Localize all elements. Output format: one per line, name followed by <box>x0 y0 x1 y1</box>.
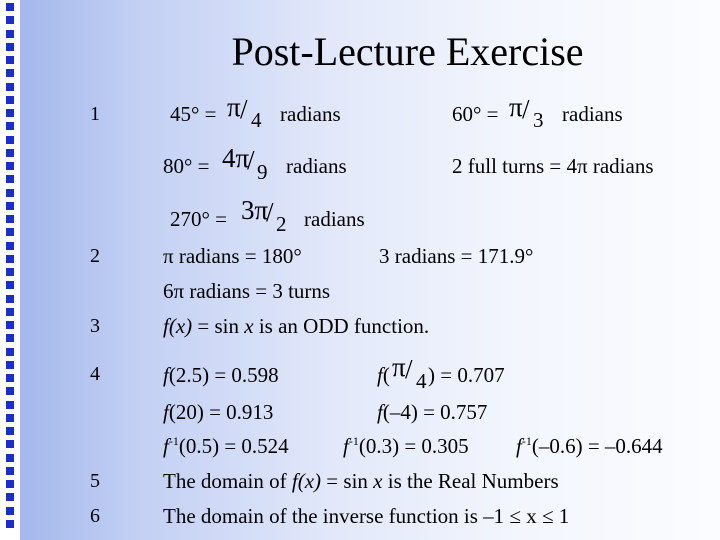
border-square <box>6 175 14 183</box>
ex1-a-lhs: 45° = <box>170 102 217 126</box>
border-square <box>6 401 14 409</box>
border-square <box>6 109 14 117</box>
ex5-rest: is the Real Numbers <box>382 469 559 493</box>
fraction-slash: / <box>405 354 413 384</box>
ex1-c-lhs: 80° = <box>163 154 210 178</box>
border-square <box>6 255 14 263</box>
ex4-d-f: f <box>377 400 383 424</box>
ex4-d <box>377 402 487 423</box>
border-square <box>6 467 14 475</box>
border-square <box>6 189 14 197</box>
ex4-b-open: ( <box>382 363 390 387</box>
exercise-number-6: 6 <box>90 505 100 527</box>
ex4-g <box>516 436 663 457</box>
border-square <box>6 83 14 91</box>
border-square <box>6 30 14 38</box>
ex4-c-rest: (20) = 0.913 <box>168 400 274 424</box>
border-square <box>6 507 14 515</box>
exercise-number-4: 4 <box>90 363 100 385</box>
border-square <box>6 16 14 24</box>
ex4-b <box>377 365 390 386</box>
ex1-c-unit: radians <box>286 154 347 178</box>
ex3-fx: f(x) <box>163 314 193 338</box>
ex2-c: 6π radians = 3 turns <box>163 279 331 303</box>
ex3-rest: is an ODD function. <box>253 314 430 338</box>
ex2-b: 3 radians = 171.9° <box>379 244 534 268</box>
exercise-6: The domain of the inverse function is –1 ≤ x ≤ 1 <box>163 504 570 528</box>
border-square <box>6 493 14 501</box>
inverse-exponent: -1 <box>348 434 359 448</box>
border-square <box>6 427 14 435</box>
fraction-slash: / <box>522 94 530 124</box>
ex1-b-lhs: 60° = <box>452 102 499 126</box>
ex1-c-denominator: 9 <box>257 160 268 184</box>
border-square <box>6 43 14 51</box>
border-square <box>6 242 14 250</box>
ex3-x: x <box>244 314 254 338</box>
ex4-e-f: f <box>163 434 169 458</box>
inverse-exponent: -1 <box>168 434 179 448</box>
border-square <box>6 228 14 236</box>
ex1-c-numerator: 4π <box>222 143 250 173</box>
border-square <box>6 374 14 382</box>
ex1-a-numerator: π <box>227 92 241 122</box>
border-square <box>6 334 14 342</box>
fraction-slash: / <box>266 197 274 227</box>
border-square <box>6 440 14 448</box>
border-square <box>6 149 14 157</box>
ex1-b-unit: radians <box>562 102 623 126</box>
exercise-number-1: 1 <box>90 103 100 125</box>
exercise-number-2: 2 <box>90 245 100 267</box>
ex4-a-f: f <box>163 363 169 387</box>
border-square <box>6 454 14 462</box>
border-square <box>6 3 14 11</box>
border-square <box>6 480 14 488</box>
border-square <box>6 136 14 144</box>
exercise-number-3: 3 <box>90 315 100 337</box>
inverse-exponent: -1 <box>521 434 532 448</box>
ex1-e-denominator: 2 <box>276 212 287 236</box>
exercise-number-5: 5 <box>90 470 100 492</box>
border-square <box>6 96 14 104</box>
border-square <box>6 387 14 395</box>
border-square <box>6 414 14 422</box>
border-square <box>6 162 14 170</box>
fraction-slash: / <box>247 145 255 175</box>
ex3-eq: = sin <box>192 314 245 338</box>
ex4-e-rest: (0.5) = 0.524 <box>178 434 289 458</box>
ex4-b-numerator: π <box>392 352 406 382</box>
fraction-slash: / <box>240 94 248 124</box>
border-square <box>6 56 14 64</box>
ex1-b-denominator: 3 <box>533 108 544 132</box>
ex1-e-numerator: 3π <box>241 195 269 225</box>
ex5-pre: The domain of <box>163 469 292 493</box>
exercise-5 <box>163 471 559 492</box>
border-square <box>6 321 14 329</box>
ex4-b-f: f <box>377 363 383 387</box>
border-square <box>6 268 14 276</box>
exercise-3 <box>163 316 429 337</box>
ex4-c-f: f <box>163 400 169 424</box>
ex2-a: π radians = 180° <box>163 244 302 268</box>
ex4-c <box>163 402 273 423</box>
border-square <box>6 295 14 303</box>
border-square <box>6 520 14 528</box>
ex4-a <box>163 365 279 386</box>
border-square <box>6 202 14 210</box>
border-square <box>6 122 14 130</box>
ex5-x: x <box>373 469 383 493</box>
ex4-e <box>163 436 289 457</box>
border-square <box>6 348 14 356</box>
ex5-fx: f(x) <box>291 469 322 493</box>
ex4-f-rest: (0.3) = 0.305 <box>358 434 469 458</box>
ex5-eq: = sin <box>321 469 374 493</box>
ex4-g-rest: (–0.6) = –0.644 <box>531 434 663 458</box>
border-square <box>6 308 14 316</box>
ex1-b-numerator: π <box>509 92 523 122</box>
ex1-a-denominator: 4 <box>251 108 262 132</box>
ex1-d-text: 2 full turns = 4π radians <box>452 154 654 178</box>
ex4-b-denominator: 4 <box>416 369 427 393</box>
ex4-d-rest: (–4) = 0.757 <box>382 400 488 424</box>
slide-title: Post-Lecture Exercise <box>231 29 584 74</box>
ex4-f <box>343 436 469 457</box>
ex1-e-lhs: 270° = <box>170 207 227 231</box>
ex4-g-f: f <box>516 434 522 458</box>
ex4-b-close: ) = 0.707 <box>428 363 505 387</box>
ex1-a-unit: radians <box>280 102 341 126</box>
border-square <box>6 361 14 369</box>
ex4-a-rest: (2.5) = 0.598 <box>168 363 279 387</box>
ex1-e-unit: radians <box>304 207 365 231</box>
border-square <box>6 69 14 77</box>
ex4-f-f: f <box>343 434 349 458</box>
bullet-border <box>0 0 20 540</box>
border-square <box>6 281 14 289</box>
border-square <box>6 215 14 223</box>
